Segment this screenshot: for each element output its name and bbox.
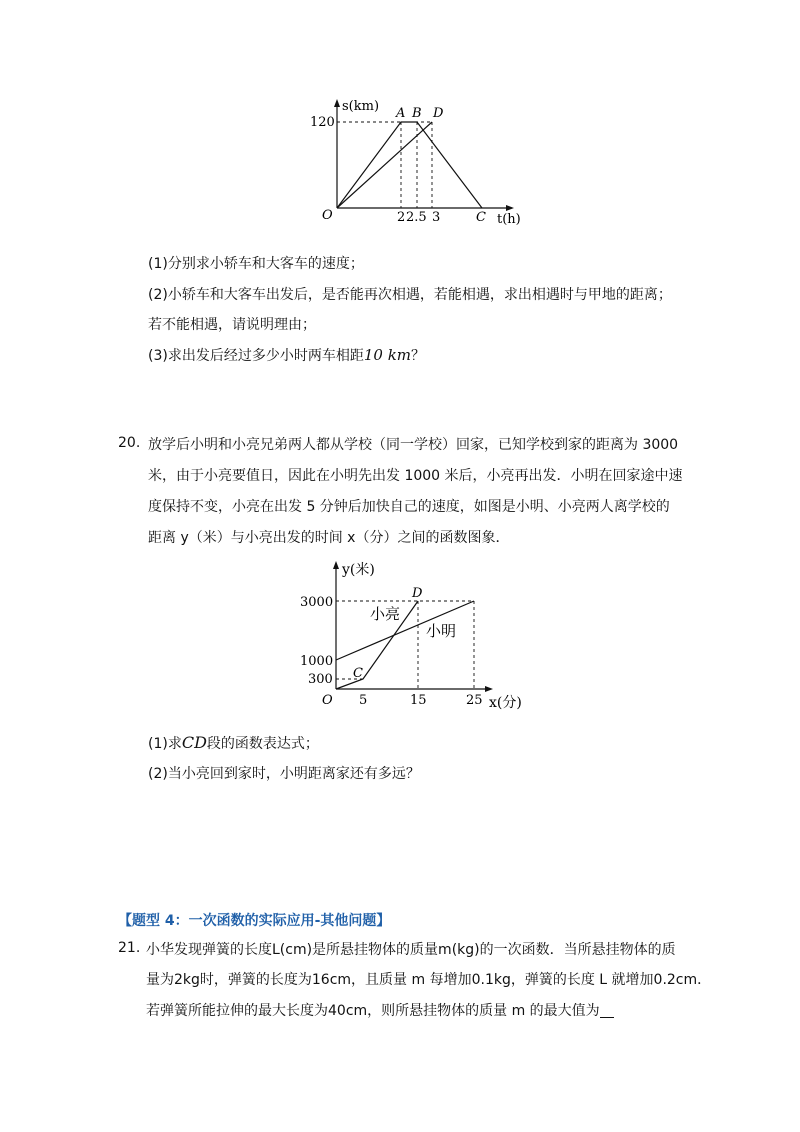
x-tick-25: 25 [466,693,483,708]
q20-number: 20. [118,435,141,451]
q19-sub3-value: 10 km [363,346,412,364]
point-label-d: D [412,586,423,601]
q21-text-line3 [146,1001,614,1021]
q20-sub1-suffix: 段的函数表达式； [206,736,319,752]
series-label-xiaoming: 小明 [426,622,457,640]
q20-sub1-prefix: (1)求 [148,736,182,752]
point-label-c: C [353,666,363,681]
q20-sub2: (2)当小亮回到家时，小明距离家还有多远？ [148,766,420,782]
q20-text-line4: 距离 y（米）与小亮出发的时间 x（分）之间的函数图象． [148,530,510,546]
origin-label: O [322,693,333,708]
x-tick-2.5: 2.5 [406,210,427,225]
walking-distance-chart [298,556,538,716]
q21-number: 21. [118,940,141,956]
series-label-xiaoliang: 小亮 [370,605,401,623]
q21-text-line1: 小华发现弹簧的长度L(cm)是所悬挂物体的质量m(kg)的一次函数．当所悬挂物体的质 [146,942,676,958]
point-label-a: A [396,106,406,121]
y-tick-1000: 1000 [300,654,334,669]
distance-time-chart [300,95,530,230]
q19-sub3-prefix: (3)求出发后经过多少小时两车相距 [148,348,364,364]
y-tick-300: 300 [308,672,333,687]
q20-text-line2: 米，由于小亮要值日，因此在小明先出发 1000 米后，小亮再出发．小明在回家途中速 [148,468,683,484]
x-tick-2: 2 [397,210,406,225]
q19-sub2-line2: 若不能相遇，请说明理由； [148,317,316,333]
q21-text-line2: 量为2kg时，弹簧的长度为16cm，且质量 m 每增加0.1kg，弹簧的长度 L 就增加0.2cm． [146,972,712,988]
y-tick-120: 120 [310,115,335,130]
point-label-d: D [433,106,444,121]
x-axis-label: t(h) [497,212,521,227]
point-label-c: C [476,210,486,225]
point-label-b: B [412,106,422,121]
y-axis-label: s(km) [342,99,380,114]
origin-label: O [322,208,333,223]
section-heading: 【题型 4：一次函数的实际应用-其他问题】 [118,913,391,929]
q20-sub1-var: CD [181,733,207,752]
x-tick-5: 5 [359,693,368,708]
x-tick-3: 3 [432,210,441,225]
q20-sub1 [148,733,319,754]
q20-text-line3: 度保持不变，小亮在出发 5 分钟后加快自己的速度，如图是小明、小亮两人离学校的 [148,499,670,515]
x-axis-label: x(分) [489,695,522,711]
y-tick-3000: 3000 [300,595,334,610]
y-axis-label: y(米) [342,562,375,578]
q19-sub1: (1)分别求小轿车和大客车的速度； [148,256,364,272]
q21-text-line3-text: 若弹簧所能拉伸的最大长度为40cm，则所悬挂物体的质量 m 的最大值为 [146,1003,600,1019]
q20-text-line1: 放学后小明和小亮兄弟两人都从学校（同一学校）回家，已知学校到家的距离为 3000 [148,437,679,453]
x-tick-15: 15 [410,693,427,708]
q19-sub3 [148,345,425,366]
q19-sub2-line1: (2)小轿车和大客车出发后，是否能再次相遇，若能相遇，求出相遇时与甲地的距离； [148,287,672,303]
q19-sub3-suffix: ？ [411,348,426,364]
answer-blank[interactable] [600,1003,614,1018]
